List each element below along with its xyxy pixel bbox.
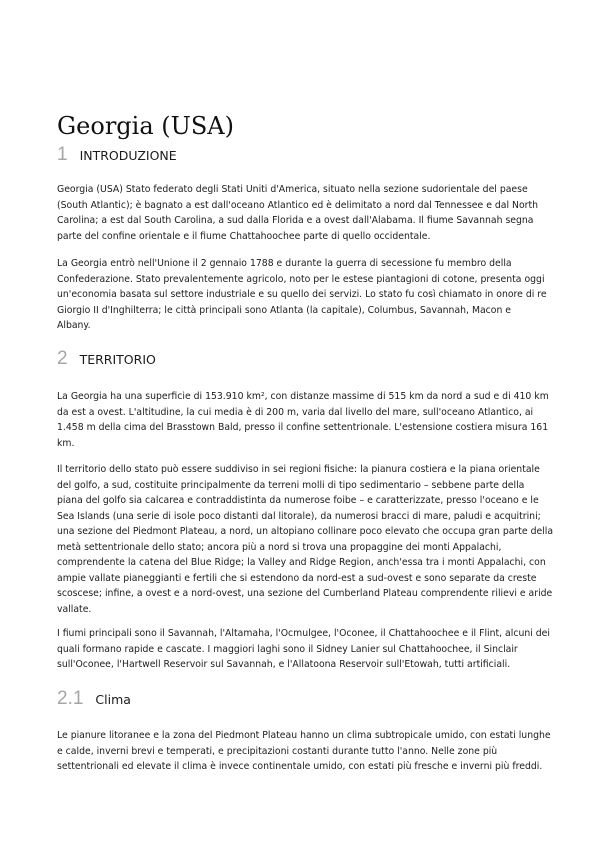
section-heading-introduzione [57,144,177,166]
text-line: La Georgia ha una superficie di 153.910 km², con distanze massime di 515 km da nord a sud e di 410 km [57,391,549,402]
paragraph [57,626,550,673]
section-title: INTRODUZIONE [79,148,177,163]
text-line: Carolina; a est dal South Carolina, a sud dalla Florida e a ovest dall'Alabama. Il fiume Savannah segna [57,215,534,226]
text-line: Giorgio II d'Inghilterra; le città principali sono Atlanta (la capitale), Columbus, Savannah, Macon e [57,304,512,316]
text-line: una sezione del Piedmont Plateau, a nord, un altopiano collinare poco elevato che occupa gran parte della [57,526,554,537]
text-line: Le pianure litoranee e la zona del Piedmont Plateau hanno un clima subtropicale umido, con estati lunghe [57,730,551,741]
text-line: vallate. [57,603,92,615]
document-title: Georgia (USA) [57,112,234,140]
paragraph [57,182,541,244]
text-line: e calde, inverni brevi e temperati, e precipitazioni costanti durante tutto l'anno. Nelle zone più [57,745,498,757]
section-title: Clima [95,692,131,707]
text-line: 1.458 m della cima del Brasstown Bald, presso il confine settentrionale. L'estensione costiera misura 161 [57,422,549,433]
text-line: Sea Islands (una serie di isole poco distanti dal litorale), da numerosi bracci di mare, paludi e acquitrini; [57,510,541,522]
text-line: km. [57,437,75,449]
text-line: da est a ovest. L'altitudine, la cui media è di 200 m, varia dal livello del mare, sull'oceano Atlantico, ai [57,406,534,418]
text-line: settentrionali ed elevate il clima è invece continentale umido, con estati più fresche e inverni più freddi. [57,761,543,772]
section-number: 1 [57,144,68,165]
text-line: Georgia (USA) Stato federato degli Stati Uniti d'America, situato nella sezione sudorientale del paese [57,184,528,195]
text-line: del golfo, a sud, costituite principalmente da terreni molli di tipo sedimentario – sebbene parte della [57,479,525,491]
paragraph [57,462,554,617]
section-heading-territorio [57,348,156,370]
paragraph [57,389,549,451]
text-line: ampie vallate pianeggianti e fertili che si estendono da nord-est a sud-ovest e sono separate da creste [57,572,537,584]
text-line: sull'Oconee, l'Hartwell Reservoir sul Savannah, e l'Allatoona Reservoir sull'Etowah, tutti artificiali. [57,659,511,670]
section-title: TERRITORIO [79,352,156,367]
text-line: Il territorio dello stato può essere suddiviso in sei regioni fisiche: la pianura costiera e la piana orientale [57,464,540,475]
text-line: La Georgia entrò nell'Unione il 2 gennaio 1788 e durante la guerra di secessione fu membro della [57,258,512,269]
section-number: 2.1 [57,688,84,709]
text-line: quali formano rapide e cascate. I maggiori laghi sono il Sidney Lanier sul Chattahoochee, il Sinclair [57,643,518,655]
text-line: (South Atlantic); è bagnato a est dall'oceano Atlantico ed è delimitato a nord dal Tennessee e dal North [57,199,539,211]
text-line: parte del confine orientale e il fiume Chattahoochee parte di quello occidentale. [57,230,431,242]
text-line: piana del golfo sia calcarea e contraddistinta da numerose foibe – e caratterizzate, presso l'oceano e le [57,495,539,506]
text-line: Confederazione. Stato prevalentemente agricolo, noto per le estese piantagioni di cotone, presenta oggi [57,273,545,285]
text-line: scoscese; infine, a ovest e a nord-ovest, una sezione del Cumberland Plateau comprendente rilievi e aride [57,588,553,599]
text-line: un'economia basata sul settore industriale e su quello dei servizi. Lo stato fu così chiamato in onore di re [57,289,547,300]
section-number: 2 [57,348,68,369]
text-line: comprendente la catena del Blue Ridge; la Valley and Ridge Region, anch'essa tra i monti Appalachi, con [57,557,546,568]
paragraph [57,728,551,775]
text-line: Albany. [57,320,91,331]
section-heading-clima [57,688,131,710]
text-line: I fiumi principali sono il Savannah, l'Altamaha, l'Ocmulgee, l'Oconee, il Chattahoochee e il Flint, alcuni dei [57,628,550,639]
text-line: metà settentrionale dello stato; ancora più a nord si trova una propaggine dei monti Appalachi, [57,541,502,553]
paragraph [57,256,547,334]
